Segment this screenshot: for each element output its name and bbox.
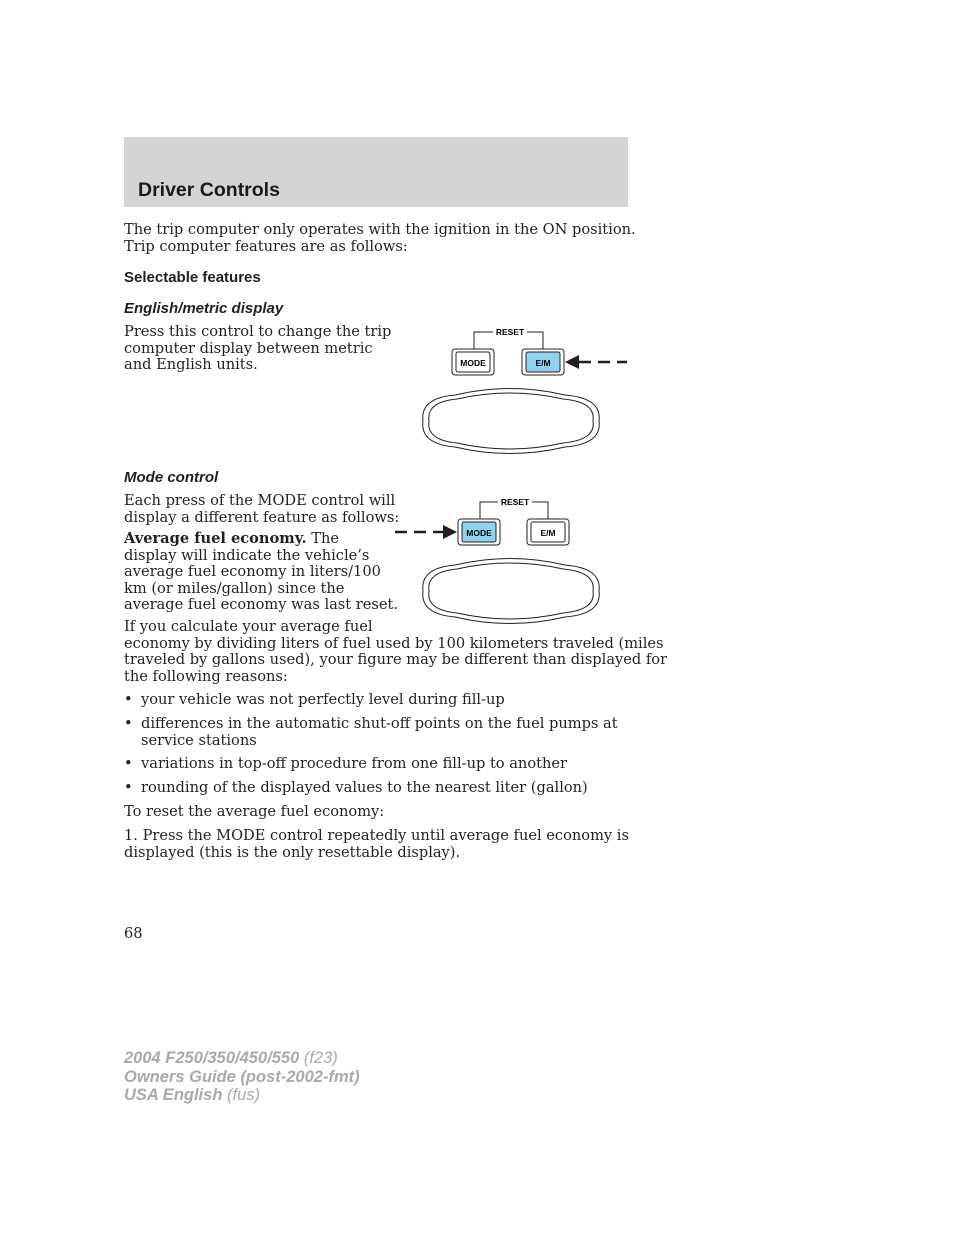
calc-line: traveled by gallons used), your figure may be different than displayed for bbox=[124, 651, 668, 668]
mode-button[interactable] bbox=[452, 349, 494, 375]
em-button[interactable] bbox=[527, 519, 569, 545]
arrow-icon bbox=[395, 525, 457, 539]
avg-fuel-term: Average fuel economy. bbox=[124, 530, 307, 547]
mode-line: display a different feature as follows: bbox=[124, 508, 400, 526]
list-item-text: variations in top-off procedure from one fill-up to another bbox=[141, 755, 567, 772]
step-1 bbox=[124, 828, 629, 861]
avg-first: The bbox=[306, 530, 340, 547]
step-line: displayed (this is the only resettable display). bbox=[124, 843, 461, 861]
mode-button-label: MODE bbox=[460, 358, 486, 368]
list-item-text: your vehicle was not perfectly level during fill-up bbox=[141, 691, 505, 708]
em-line: Press this control to change the trip bbox=[124, 323, 392, 340]
selectable-features-heading: Selectable features bbox=[124, 269, 261, 286]
avg-line: km (or miles/gallon) since the bbox=[124, 579, 345, 597]
avg-line: average fuel economy in liters/100 bbox=[124, 563, 381, 580]
avg-line bbox=[124, 531, 398, 548]
em-paragraph bbox=[124, 324, 391, 374]
calc-paragraph bbox=[124, 619, 667, 685]
mode-button[interactable] bbox=[458, 519, 500, 545]
footer-lang-code: (fus) bbox=[222, 1086, 260, 1104]
mode-button-label: MODE bbox=[466, 528, 492, 538]
em-button-label: E/M bbox=[540, 528, 556, 538]
footer-line bbox=[124, 1086, 360, 1105]
reset-bracket-left bbox=[474, 332, 493, 349]
footer-guide: Owners Guide (post-2002-fmt) bbox=[124, 1067, 360, 1086]
reset-label: RESET bbox=[500, 497, 530, 507]
arrow-icon bbox=[565, 355, 627, 369]
display-screen bbox=[423, 389, 599, 454]
bullet-icon: • bbox=[124, 755, 133, 772]
footer-line bbox=[124, 1068, 360, 1087]
em-button[interactable] bbox=[522, 349, 564, 375]
footer-language: USA English bbox=[124, 1086, 223, 1104]
section-header bbox=[124, 137, 628, 207]
section-title: Driver Controls bbox=[138, 179, 280, 201]
mode-paragraph bbox=[124, 493, 399, 526]
em-button-label: E/M bbox=[535, 358, 551, 368]
avg-line: display will indicate the vehicle’s bbox=[124, 546, 370, 564]
list-item-text: differences in the automatic shut-off points on the fuel pumps at bbox=[141, 715, 618, 732]
bullet-icon: • bbox=[124, 779, 133, 796]
page-number: 68 bbox=[124, 925, 143, 942]
step-line: 1. Press the MODE control repeatedly until average fuel economy is bbox=[124, 827, 629, 844]
reset-bracket-left bbox=[480, 502, 498, 519]
calc-line: If you calculate your average fuel bbox=[124, 618, 373, 635]
reset-label: RESET bbox=[495, 327, 525, 337]
avg-line: average fuel economy was last reset. bbox=[124, 596, 399, 613]
bullet-icon: • bbox=[124, 715, 133, 732]
calc-line: economy by dividing liters of fuel used by 100 kilometers traveled (miles bbox=[124, 634, 664, 652]
bullet-icon: • bbox=[124, 691, 133, 708]
calc-line: the following reasons: bbox=[124, 667, 288, 685]
reset-intro: To reset the average fuel economy: bbox=[124, 803, 385, 820]
mode-line: Each press of the MODE control will bbox=[124, 492, 396, 509]
list-item-text: service stations bbox=[141, 731, 257, 749]
avg-fuel-paragraph bbox=[124, 531, 398, 614]
footer-code: (f23) bbox=[299, 1049, 338, 1067]
intro-line: Trip computer features are as follows: bbox=[124, 237, 408, 255]
document-footer bbox=[124, 1049, 360, 1105]
english-metric-heading: English/metric display bbox=[124, 300, 284, 317]
reset-bracket-right bbox=[527, 332, 543, 349]
footer-model: 2004 F250/350/450/550 bbox=[124, 1049, 300, 1067]
display-screen bbox=[423, 559, 599, 624]
list-item-text: rounding of the displayed values to the nearest liter (gallon) bbox=[141, 779, 588, 796]
intro-paragraph bbox=[124, 222, 636, 255]
mode-control-heading: Mode control bbox=[124, 469, 219, 486]
intro-line: The trip computer only operates with the ignition in the ON position. bbox=[124, 221, 636, 238]
em-line: computer display between metric bbox=[124, 339, 373, 357]
em-line: and English units. bbox=[124, 356, 258, 373]
em-control-diagram bbox=[415, 320, 635, 455]
mode-control-diagram bbox=[390, 490, 615, 625]
reset-bracket-right bbox=[532, 502, 548, 519]
footer-line bbox=[124, 1049, 360, 1068]
